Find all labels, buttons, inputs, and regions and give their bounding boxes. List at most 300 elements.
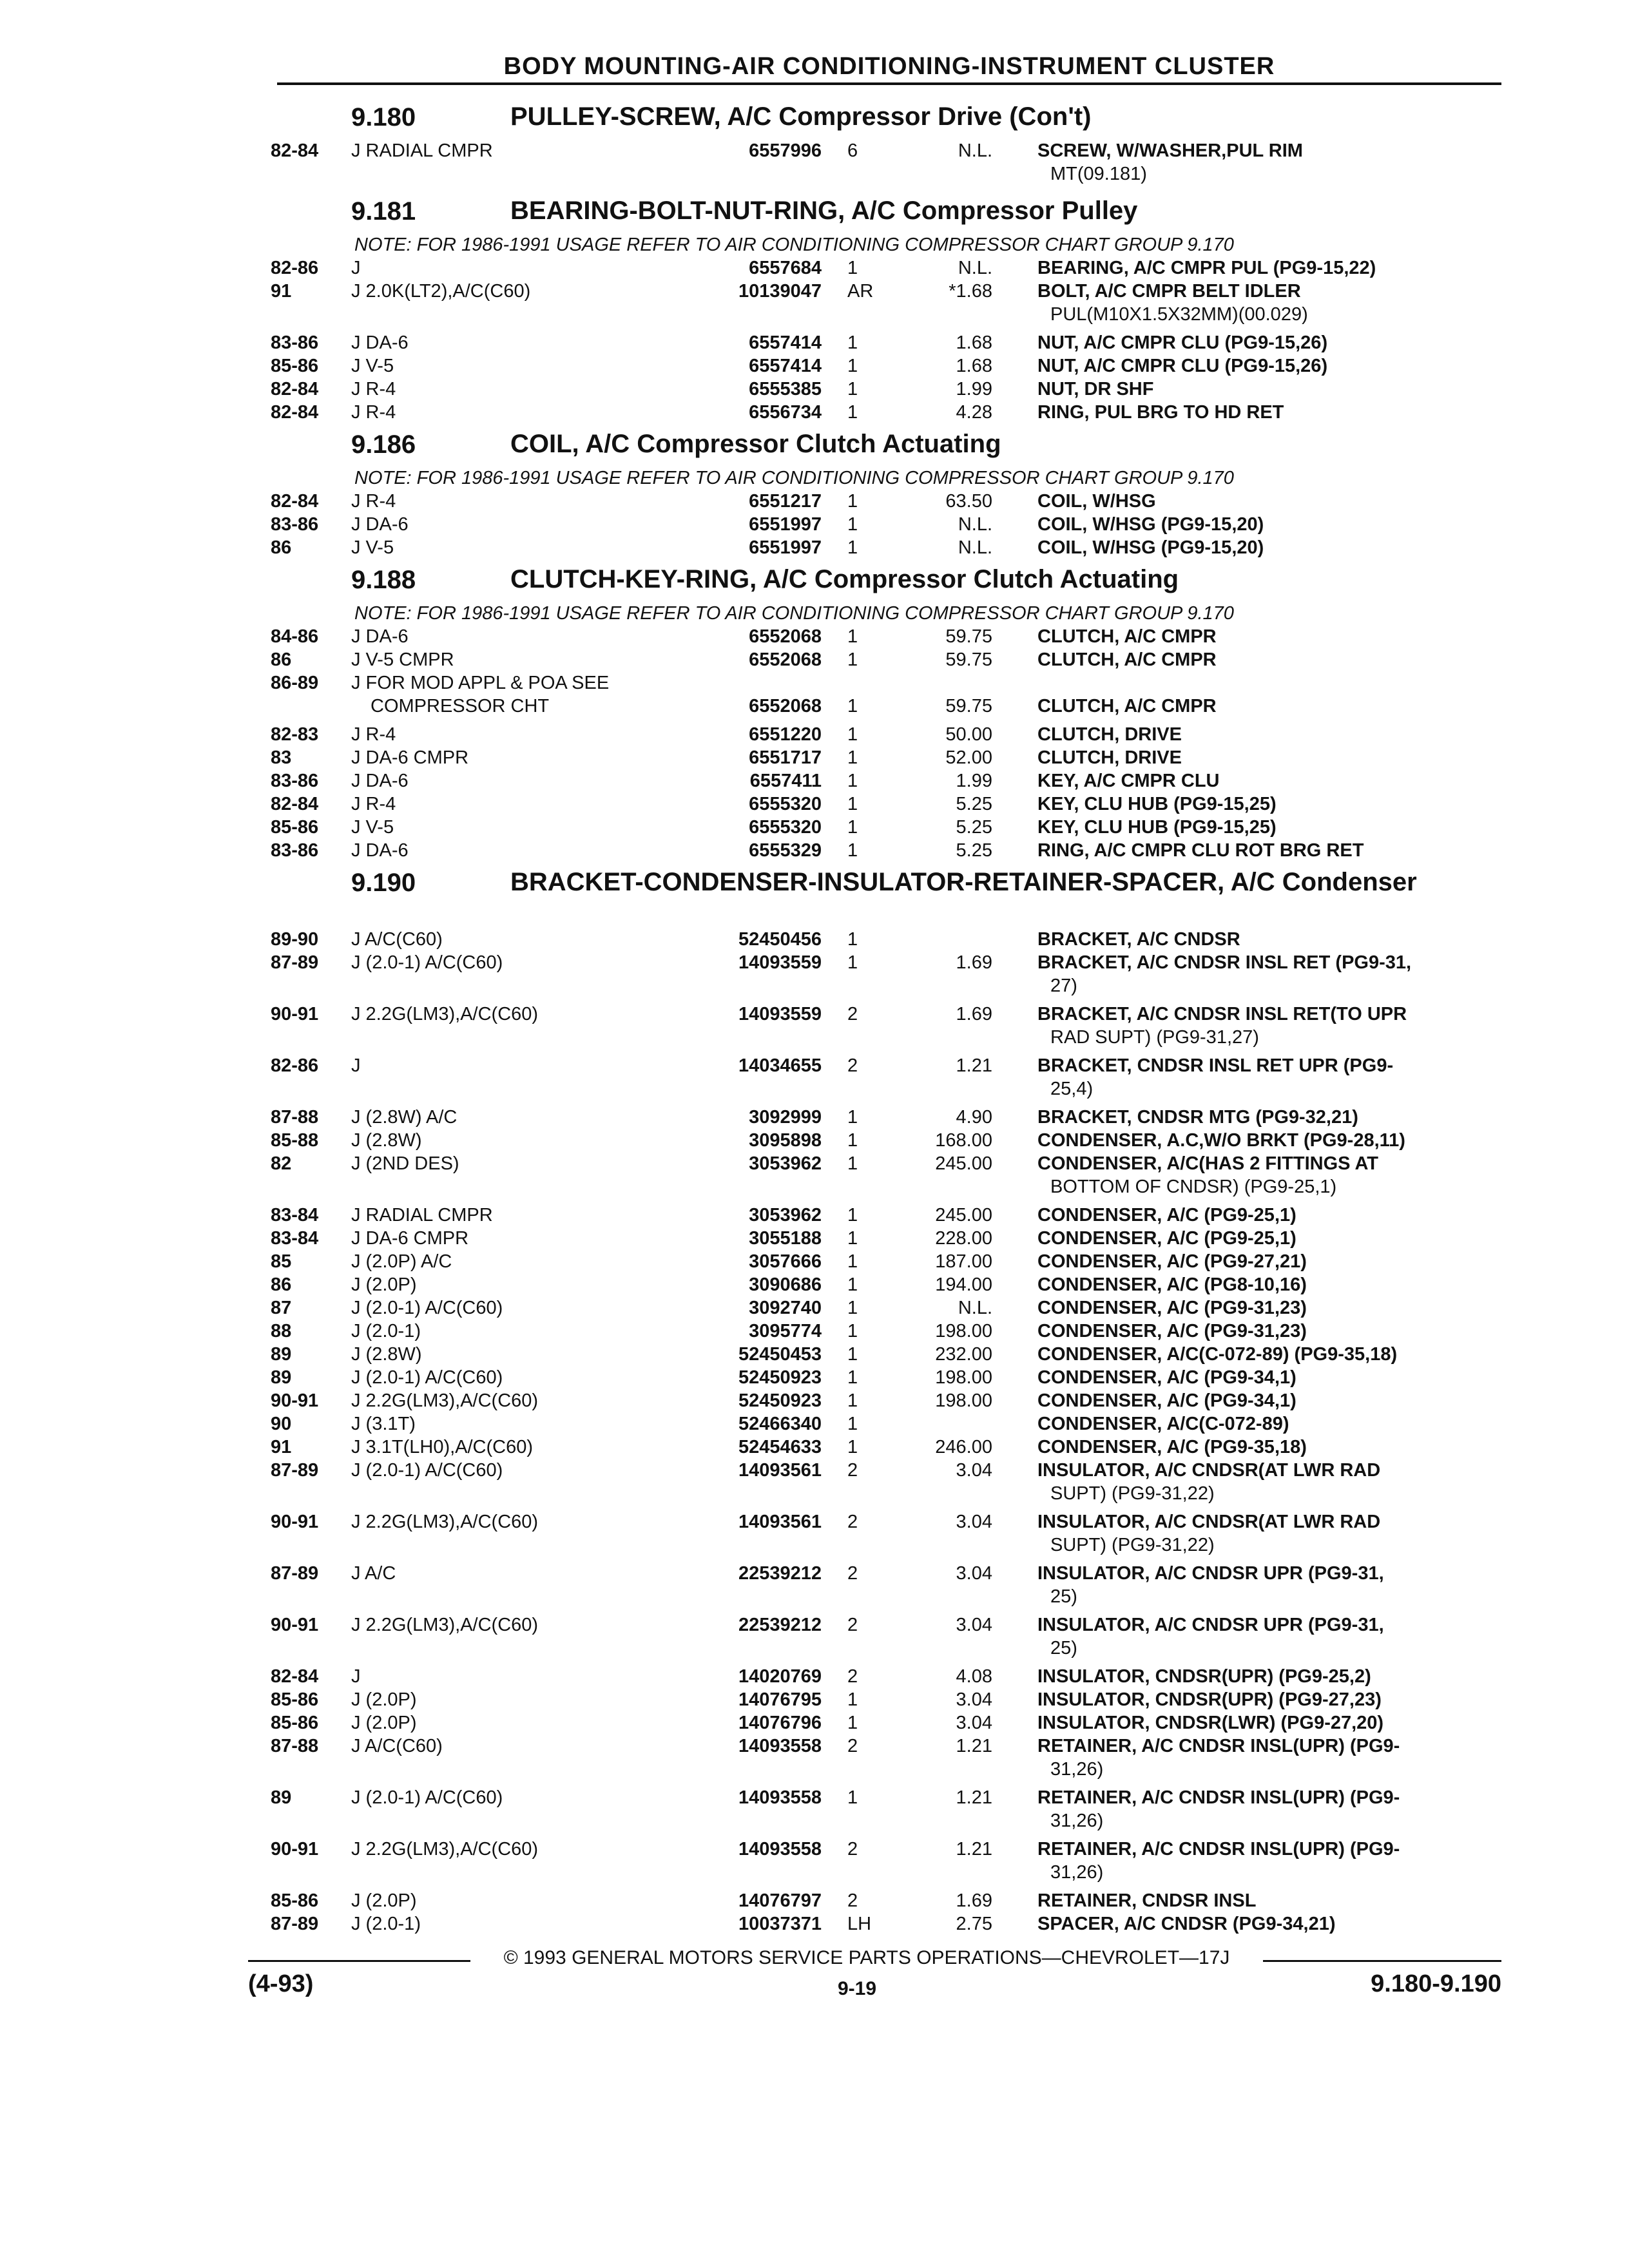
application (351, 1343, 754, 1366)
page-header-title: BODY MOUNTING-AIR CONDITIONING-INSTRUMENT CLUSTER (503, 53, 1275, 80)
part-number: 14076795 (738, 1689, 822, 1710)
price: 50.00 (945, 724, 992, 745)
quantity: 1 (847, 258, 858, 278)
quantity: 1 (847, 794, 858, 814)
part-row (271, 1389, 1508, 1412)
part-row (271, 401, 1508, 424)
model-years: 83-86 (271, 514, 319, 535)
price: 1.69 (956, 1004, 992, 1024)
description-text: BRACKET, A/C CNDSR INSL RET(TO UPR (1037, 1004, 1407, 1024)
application-text: J A/C(C60) (351, 1736, 447, 1756)
description-text: COIL, W/HSG (PG9-15,20) (1037, 537, 1264, 558)
model-years: 82-84 (271, 379, 319, 399)
description (1037, 513, 1514, 536)
application (351, 1204, 754, 1227)
description-continued: 25) (1050, 1586, 1077, 1607)
section-number: 9.180 (351, 103, 416, 131)
description-continued: RAD SUPT) (PG9-31,27) (1050, 1027, 1259, 1048)
part-number: 6555385 (749, 379, 822, 399)
price: 168.00 (935, 1130, 992, 1151)
description (1037, 1273, 1514, 1296)
quantity: 1 (847, 1228, 858, 1249)
description (1037, 723, 1514, 746)
application (351, 1273, 754, 1296)
application-text: J DA-6 CMPR (351, 1228, 472, 1249)
quantity: 2 (847, 1666, 858, 1687)
price: 245.00 (935, 1205, 992, 1225)
part-number: 6557414 (749, 332, 822, 353)
model-years: 85-86 (271, 356, 319, 376)
price: 63.50 (945, 491, 992, 512)
part-number: 3095898 (749, 1130, 822, 1151)
application (351, 1665, 754, 1688)
description (1037, 378, 1514, 401)
quantity: 2 (847, 1890, 858, 1911)
price: N.L. (958, 258, 992, 278)
application-text: J (3.1T) (351, 1414, 419, 1434)
model-years: 82-84 (271, 794, 319, 814)
description-text: INSULATOR, CNDSR(UPR) (PG9-27,23) (1037, 1689, 1382, 1710)
description (1037, 1510, 1514, 1557)
model-years: 90-91 (271, 1615, 319, 1635)
description-text: BRACKET, CNDSR MTG (PG9-32,21) (1037, 1107, 1358, 1128)
part-row (271, 1889, 1508, 1912)
application (351, 1106, 754, 1129)
description-continued: SUPT) (PG9-31,22) (1050, 1535, 1215, 1555)
part-number: 52450923 (738, 1390, 822, 1411)
model-years: 82-84 (271, 491, 319, 512)
application-text: J 3.1T(LH0),A/C(C60) (351, 1437, 537, 1457)
part-number: 6556734 (749, 402, 822, 423)
price: N.L. (958, 140, 992, 161)
description (1037, 1054, 1514, 1100)
application (351, 1296, 754, 1320)
part-row (271, 280, 1508, 331)
quantity: 1 (847, 1344, 858, 1365)
application (351, 1152, 754, 1175)
model-years: 91 (271, 281, 292, 302)
part-row (271, 513, 1508, 536)
quantity: 1 (847, 747, 858, 768)
price: 1.69 (956, 952, 992, 973)
part-row (271, 1838, 1508, 1889)
model-years: 87-88 (271, 1107, 319, 1128)
part-number: 14093558 (738, 1839, 822, 1860)
application (351, 769, 754, 793)
part-row (271, 951, 1508, 1003)
price: 228.00 (935, 1228, 992, 1249)
part-number: 6557996 (749, 140, 822, 161)
description (1037, 1562, 1514, 1608)
application (351, 1227, 754, 1250)
price: 4.90 (956, 1107, 992, 1128)
part-row (271, 378, 1508, 401)
quantity: 2 (847, 1839, 858, 1860)
part-number: 14093558 (738, 1787, 822, 1808)
description-text: BOLT, A/C CMPR BELT IDLER (1037, 281, 1301, 302)
application-text: J (2.0P) (351, 1890, 421, 1911)
part-row (271, 1412, 1508, 1436)
description (1037, 625, 1514, 648)
quantity: 1 (847, 1107, 858, 1128)
price: 52.00 (945, 747, 992, 768)
model-years: 90-91 (271, 1004, 319, 1024)
part-row (271, 1562, 1508, 1613)
quantity: 1 (847, 402, 858, 423)
description (1037, 793, 1514, 816)
part-number: 6552068 (749, 649, 822, 670)
application-text: J 2.2G(LM3),A/C(C60) (351, 1004, 542, 1024)
model-years: 87 (271, 1298, 292, 1318)
description-text: INSULATOR, A/C CNDSR UPR (PG9-31, (1037, 1615, 1384, 1635)
description-continued: 31,26) (1050, 1811, 1104, 1831)
application (351, 1562, 754, 1585)
description-text: CONDENSER, A/C(C-072-89) (PG9-35,18) (1037, 1344, 1398, 1365)
part-row (271, 1296, 1508, 1320)
price: N.L. (958, 1298, 992, 1318)
description (1037, 1613, 1514, 1660)
model-years: 83-86 (271, 840, 319, 861)
part-number: 3092999 (749, 1107, 822, 1128)
quantity: 1 (847, 537, 858, 558)
price: N.L. (958, 537, 992, 558)
part-row (271, 839, 1508, 862)
description (1037, 256, 1514, 280)
part-row (271, 1711, 1508, 1735)
description-text: NUT, A/C CMPR CLU (PG9-15,26) (1037, 356, 1328, 376)
application-text: J FOR MOD APPL & POA SEE (351, 673, 613, 693)
description-text: CONDENSER, A/C(HAS 2 FITTINGS AT (1037, 1153, 1378, 1174)
model-years: 84-86 (271, 626, 319, 647)
part-number: 6551217 (749, 491, 822, 512)
description-continued: MT(09.181) (1050, 164, 1147, 184)
price: 3.04 (956, 1615, 992, 1635)
application (351, 1436, 754, 1459)
description (1037, 1412, 1514, 1436)
description-text: CONDENSER, A.C,W/O BRKT (PG9-28,11) (1037, 1130, 1405, 1151)
part-row (271, 354, 1508, 378)
model-years: 82-84 (271, 1666, 319, 1687)
application-text: J R-4 (351, 379, 400, 399)
application (351, 1613, 754, 1637)
description-text: CONDENSER, A/C (PG9-34,1) (1037, 1390, 1296, 1411)
model-years: 82 (271, 1153, 292, 1174)
part-row (271, 1665, 1508, 1688)
description (1037, 1389, 1514, 1412)
section-header (271, 562, 1508, 602)
quantity: 1 (847, 1367, 858, 1388)
application (351, 1129, 754, 1152)
price: 3.04 (956, 1713, 992, 1733)
application (351, 1912, 754, 1936)
application-text: J V-5 (351, 537, 398, 558)
description (1037, 951, 1514, 997)
part-number: 14093558 (738, 1736, 822, 1756)
model-years: 83-86 (271, 771, 319, 791)
model-years: 88 (271, 1321, 292, 1341)
model-years: 85-86 (271, 1890, 319, 1911)
model-years: 87-89 (271, 1563, 319, 1584)
application (351, 951, 754, 974)
model-years: 85-86 (271, 1713, 319, 1733)
section-title: COIL, A/C Compressor Clutch Actuating (510, 430, 1001, 458)
description (1037, 671, 1514, 718)
footer-section-range: 9.180-9.190 (1371, 1970, 1501, 1997)
application (351, 928, 754, 951)
description-text: CONDENSER, A/C (PG9-27,21) (1037, 1251, 1307, 1272)
section-title: BRACKET-CONDENSER-INSULATOR-RETAINER-SPACER, A/C Condenser (510, 868, 1417, 896)
part-number: 22539212 (738, 1615, 822, 1635)
application-text: J DA-6 (351, 332, 412, 353)
part-row (271, 1510, 1508, 1562)
description-text: NUT, DR SHF (1037, 379, 1154, 399)
part-row (271, 139, 1508, 191)
quantity: 1 (847, 1274, 858, 1295)
model-years: 90-91 (271, 1839, 319, 1860)
application-text: J (2.8W) (351, 1344, 426, 1365)
application-text: J R-4 (351, 491, 400, 512)
description-continued: PUL(M10X1.5X32MM)(00.029) (1050, 304, 1308, 325)
model-years: 89 (271, 1787, 292, 1808)
part-number: 6557414 (749, 356, 822, 376)
application-text: J DA-6 (351, 771, 412, 791)
description-text: BRACKET, A/C CNDSR (1037, 929, 1240, 950)
part-row (271, 490, 1508, 513)
part-row (271, 1106, 1508, 1129)
part-number: 6555329 (749, 840, 822, 861)
application (351, 1412, 754, 1436)
application (351, 1250, 754, 1273)
quantity: 1 (847, 379, 858, 399)
quantity: AR (847, 281, 874, 302)
description-text: CONDENSER, A/C (PG9-34,1) (1037, 1367, 1296, 1388)
part-number: 6555320 (749, 794, 822, 814)
price: 3.04 (956, 1563, 992, 1584)
description-continued: SUPT) (PG9-31,22) (1050, 1483, 1215, 1504)
part-number: 6551220 (749, 724, 822, 745)
quantity: 2 (847, 1563, 858, 1584)
price: 1.21 (956, 1787, 992, 1808)
model-years: 89-90 (271, 929, 319, 950)
application-continued-text: COMPRESSOR CHT (371, 696, 553, 716)
description (1037, 331, 1514, 354)
description (1037, 139, 1514, 186)
application-text: J (2.0P) (351, 1274, 421, 1295)
application-text: J DA-6 (351, 840, 412, 861)
part-row (271, 1613, 1508, 1665)
quantity: 1 (847, 1298, 858, 1318)
price: *1.68 (949, 281, 992, 302)
part-number: 3057666 (749, 1251, 822, 1272)
description (1037, 816, 1514, 839)
description (1037, 1711, 1514, 1735)
part-row (271, 1273, 1508, 1296)
description-continued: 25,4) (1050, 1079, 1094, 1099)
part-number: 6552068 (749, 626, 822, 647)
application (351, 1688, 754, 1711)
part-number: 14020769 (738, 1666, 822, 1687)
price: 5.25 (956, 840, 992, 861)
application-text: J (2.0-1) (351, 1321, 425, 1341)
footer-date: (4-93) (248, 1970, 314, 1997)
application-text: J (351, 1055, 365, 1076)
price: 5.25 (956, 817, 992, 838)
part-number: 14093559 (738, 952, 822, 973)
application-text: J 2.2G(LM3),A/C(C60) (351, 1512, 542, 1532)
section-title: CLUTCH-KEY-RING, A/C Compressor Clutch Actuating (510, 565, 1179, 593)
model-years: 85-86 (271, 1689, 319, 1710)
description (1037, 354, 1514, 378)
price: 1.21 (956, 1055, 992, 1076)
part-row (271, 1912, 1508, 1936)
description-text: CLUTCH, A/C CMPR (1037, 626, 1217, 647)
price: 246.00 (935, 1437, 992, 1457)
quantity: 1 (847, 1130, 858, 1151)
application-text: J (2.0-1) A/C(C60) (351, 1298, 506, 1318)
quantity: 1 (847, 332, 858, 353)
section-header (271, 193, 1508, 233)
price: 59.75 (945, 649, 992, 670)
price: 1.21 (956, 1839, 992, 1860)
price: 1.99 (956, 771, 992, 791)
part-number: 6551997 (749, 537, 822, 558)
application-text: J 2.0K(LT2),A/C(C60) (351, 281, 534, 302)
description (1037, 1786, 1514, 1832)
part-row (271, 648, 1508, 671)
application-text: J V-5 (351, 817, 398, 838)
model-years: 83-84 (271, 1205, 319, 1225)
part-row (271, 746, 1508, 769)
application (351, 1838, 754, 1861)
description (1037, 1106, 1514, 1129)
description (1037, 1436, 1514, 1459)
application-text: J V-5 CMPR (351, 649, 458, 670)
description-text: COIL, W/HSG (PG9-15,20) (1037, 514, 1264, 535)
description (1037, 1320, 1514, 1343)
description-text: KEY, A/C CMPR CLU (1037, 771, 1220, 791)
part-number: 3092740 (749, 1298, 822, 1318)
application-text: J 2.2G(LM3),A/C(C60) (351, 1615, 542, 1635)
price: 59.75 (945, 626, 992, 647)
part-row (271, 793, 1508, 816)
description (1037, 280, 1514, 326)
quantity: 2 (847, 1055, 858, 1076)
application (351, 139, 754, 162)
application-text: J R-4 (351, 724, 400, 745)
description-text: CLUTCH, DRIVE (1037, 724, 1182, 745)
description (1037, 1912, 1514, 1936)
price: 198.00 (935, 1321, 992, 1341)
part-row (271, 1152, 1508, 1204)
part-number: 3090686 (749, 1274, 822, 1295)
quantity: 1 (847, 696, 858, 716)
model-years: 86 (271, 649, 292, 670)
footer-rule-left (248, 1960, 470, 1962)
section-number: 9.190 (351, 869, 416, 897)
description-text: CONDENSER, A/C(C-072-89) (1037, 1414, 1289, 1434)
part-row (271, 671, 1508, 723)
description-text: BRACKET, CNDSR INSL RET UPR (PG9- (1037, 1055, 1394, 1076)
model-years: 82-83 (271, 724, 319, 745)
part-number: 52466340 (738, 1414, 822, 1434)
part-number: 52450456 (738, 929, 822, 950)
application (351, 1735, 754, 1758)
part-row (271, 1366, 1508, 1389)
application (351, 331, 754, 354)
description (1037, 1459, 1514, 1505)
description-text: RING, PUL BRG TO HD RET (1037, 402, 1284, 423)
description-text: KEY, CLU HUB (PG9-15,25) (1037, 817, 1277, 838)
part-number: 14076796 (738, 1713, 822, 1733)
footer-rule-right (1263, 1960, 1501, 1962)
description (1037, 1250, 1514, 1273)
quantity: 1 (847, 952, 858, 973)
price: 198.00 (935, 1367, 992, 1388)
quantity: 1 (847, 356, 858, 376)
description-text: SCREW, W/WASHER,PUL RIM (1037, 140, 1303, 161)
price: 3.04 (956, 1460, 992, 1481)
section-note: NOTE: FOR 1986-1991 USAGE REFER TO AIR CONDITIONING COMPRESSOR CHART GROUP 9.170 (354, 603, 1234, 624)
description-continued: 31,26) (1050, 1862, 1104, 1883)
application (351, 378, 754, 401)
price: 194.00 (935, 1274, 992, 1295)
section-number: 9.181 (351, 197, 416, 226)
part-row (271, 1735, 1508, 1786)
description (1037, 1204, 1514, 1227)
application (351, 1389, 754, 1412)
description-text: RETAINER, A/C CNDSR INSL(UPR) (PG9- (1037, 1839, 1400, 1860)
description-text: CONDENSER, A/C (PG9-31,23) (1037, 1321, 1307, 1341)
application-text: J (2.0-1) A/C(C60) (351, 1367, 506, 1388)
part-row (271, 723, 1508, 746)
application-text: J (2.0-1) A/C(C60) (351, 1460, 506, 1481)
part-number: 10139047 (738, 281, 822, 302)
application (351, 816, 754, 839)
footer-page-number: 9-19 (838, 1978, 877, 1999)
part-number: 6557684 (749, 258, 822, 278)
description-text: INSULATOR, A/C CNDSR(AT LWR RAD (1037, 1512, 1381, 1532)
quantity: 1 (847, 491, 858, 512)
part-number: 10037371 (738, 1914, 822, 1934)
part-number: 52454633 (738, 1437, 822, 1457)
section-title: BEARING-BOLT-NUT-RING, A/C Compressor Pulley (510, 197, 1138, 225)
description (1037, 1129, 1514, 1152)
part-number: 3053962 (749, 1153, 822, 1174)
description (1037, 746, 1514, 769)
description (1037, 648, 1514, 671)
description-text: CLUTCH, DRIVE (1037, 747, 1182, 768)
quantity: 2 (847, 1512, 858, 1532)
model-years: 83 (271, 747, 292, 768)
quantity: LH (847, 1914, 872, 1934)
part-row (271, 625, 1508, 648)
part-row (271, 1054, 1508, 1106)
application-text: J (2.0-1) A/C(C60) (351, 952, 506, 973)
description (1037, 536, 1514, 559)
application-text: J (2.0-1) (351, 1914, 425, 1934)
model-years: 89 (271, 1344, 292, 1365)
price: 232.00 (935, 1344, 992, 1365)
description-text: RETAINER, CNDSR INSL (1037, 1890, 1257, 1911)
quantity: 1 (847, 1153, 858, 1174)
description (1037, 839, 1514, 862)
quantity: 1 (847, 626, 858, 647)
part-number: 6551997 (749, 514, 822, 535)
quantity: 2 (847, 1004, 858, 1024)
model-years: 87-89 (271, 1460, 319, 1481)
quantity: 1 (847, 1437, 858, 1457)
description-text: SPACER, A/C CNDSR (PG9-34,21) (1037, 1914, 1336, 1934)
